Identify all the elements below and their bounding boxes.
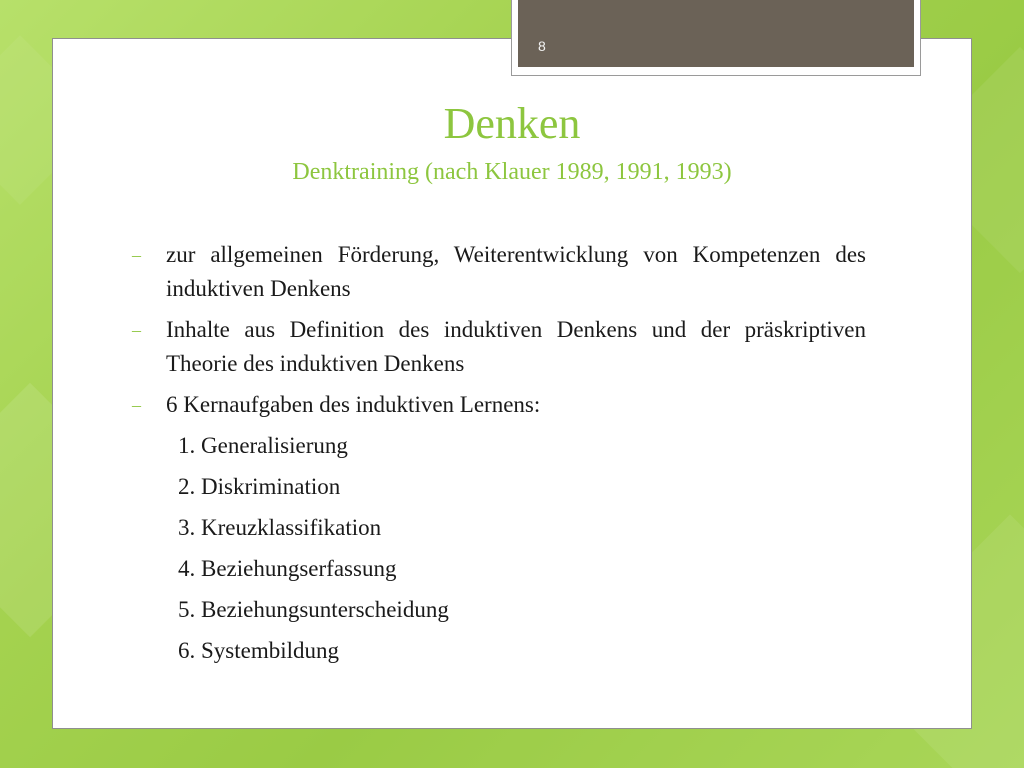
slide-title: Denken: [443, 99, 581, 148]
slide-content: [132, 238, 866, 675]
numbered-item-systembildung: 6. Systembildung: [178, 638, 340, 663]
page-number-tab: [511, 0, 921, 76]
bullet-marker: –: [132, 245, 141, 265]
page-number: 8: [538, 38, 546, 54]
numbered-item-beziehungsunterscheidung: 5. Beziehungsunterscheidung: [178, 597, 449, 622]
bullet-marker: –: [132, 395, 141, 415]
numbered-item-diskrimination: 2. Diskrimination: [178, 474, 341, 499]
bullet-item: [132, 388, 866, 422]
bullet-item: [132, 313, 866, 381]
bullet-item: [132, 238, 866, 306]
bullet-text: zur allgemeinen Förderung, Weiterentwicklung von Kompetenzen des induktiven Denkens: [166, 242, 866, 301]
page-number-tab-fill: [518, 0, 914, 67]
bullet-text: 6 Kernaufgaben des induktiven Lernens:: [166, 392, 541, 417]
slide-subtitle: Denktraining (nach Klauer 1989, 1991, 1993): [292, 159, 732, 185]
numbered-item-kreuzklassifikation: 3. Kreuzklassifikation: [178, 515, 382, 540]
numbered-item-beziehungserfassung: 4. Beziehungserfassung: [178, 556, 397, 581]
numbered-list: [132, 429, 866, 668]
bullet-text: Inhalte aus Definition des induktiven Denkens und der präskriptiven Theorie des induktiven Denkens: [166, 317, 866, 376]
numbered-item-generalisierung: 1. Generalisierung: [178, 433, 348, 458]
bullet-marker: –: [132, 320, 141, 340]
